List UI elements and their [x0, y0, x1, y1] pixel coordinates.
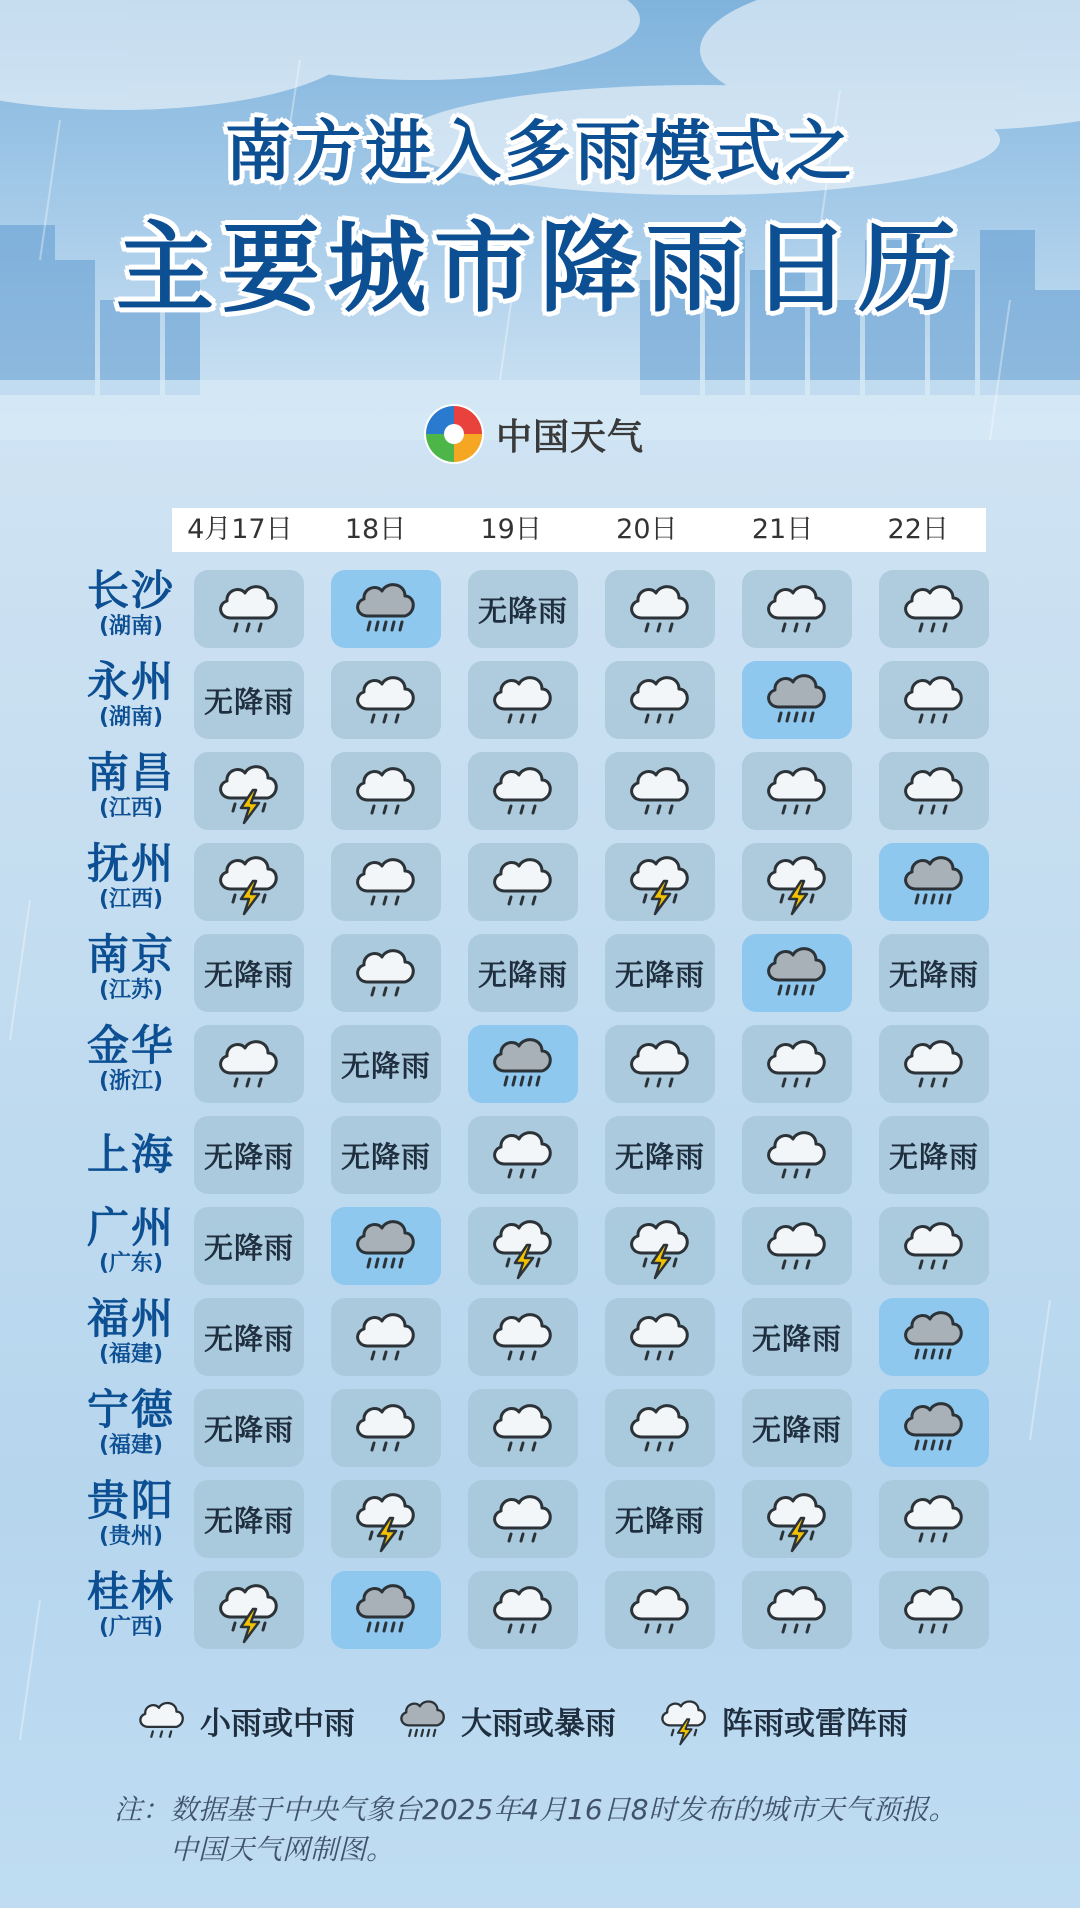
- legend-label: 阵雨或雷阵雨: [722, 1705, 908, 1742]
- city-label: [76, 1132, 186, 1178]
- heavy-rain-icon: [481, 1027, 565, 1101]
- thunder-shower-icon: [207, 1573, 291, 1647]
- light-rain-icon: [481, 1482, 565, 1556]
- light-rain-icon: [344, 1300, 428, 1374]
- heavy-rain-icon: [755, 936, 839, 1010]
- forecast-cell: [879, 1298, 989, 1376]
- no-rain-label: 无降雨: [751, 1412, 842, 1447]
- no-rain-label: 无降雨: [340, 1048, 431, 1083]
- forecast-cell: [605, 661, 715, 739]
- forecast-cell: [605, 570, 715, 648]
- city-label: [76, 841, 186, 913]
- no-rain-label: 无降雨: [614, 1503, 705, 1538]
- forecast-cell: [331, 934, 441, 1012]
- thunder-shower-icon: [344, 1482, 428, 1556]
- thunder-shower-icon: [481, 1209, 565, 1283]
- city-province: (贵州): [98, 1524, 164, 1549]
- forecast-cell: [742, 752, 852, 830]
- forecast-cell: [879, 661, 989, 739]
- forecast-cell: [194, 1480, 304, 1558]
- no-rain-label: 无降雨: [203, 1412, 294, 1447]
- forecast-cell: [331, 1480, 441, 1558]
- light-rain-icon: [618, 1027, 702, 1101]
- city-name: 长沙: [86, 566, 175, 615]
- date-header-cell: 18日: [344, 514, 407, 545]
- legend-label: 小雨或中雨: [200, 1705, 355, 1742]
- forecast-cell: [605, 1025, 715, 1103]
- title-line-2: 主要城市降雨日历: [115, 212, 964, 326]
- no-rain-label: 无降雨: [477, 957, 568, 992]
- forecast-cell: [605, 1116, 715, 1194]
- forecast-cell: [742, 843, 852, 921]
- forecast-cell: [879, 570, 989, 648]
- city-name: 桂林: [86, 1567, 175, 1616]
- forecast-cell: [468, 1298, 578, 1376]
- forecast-cell: [468, 1025, 578, 1103]
- forecast-cell: [742, 1207, 852, 1285]
- no-rain-label: 无降雨: [614, 1139, 705, 1174]
- footnote: [114, 1790, 1014, 1870]
- no-rain-label: 无降雨: [888, 957, 979, 992]
- thunder-shower-icon: [755, 845, 839, 919]
- city-province: (江西): [98, 796, 164, 821]
- city-name: 广州: [86, 1203, 175, 1252]
- forecast-cell: [194, 1389, 304, 1467]
- heavy-rain-icon: [892, 1300, 976, 1374]
- heavy-rain-icon: [892, 845, 976, 919]
- city-name: 金华: [86, 1021, 175, 1070]
- city-province: (浙江): [98, 1069, 164, 1094]
- light-rain-icon: [481, 1573, 565, 1647]
- light-rain-icon: [892, 1482, 976, 1556]
- heavy-rain-icon: [344, 1573, 428, 1647]
- swirl-logo-icon: [420, 400, 488, 468]
- light-rain-icon: [755, 1209, 839, 1283]
- light-rain-icon: [207, 572, 291, 646]
- city-label: [76, 1478, 186, 1550]
- forecast-cell: [605, 1389, 715, 1467]
- forecast-cell: [879, 1116, 989, 1194]
- light-rain-icon: [344, 663, 428, 737]
- light-rain-icon: [344, 845, 428, 919]
- forecast-cell: [468, 752, 578, 830]
- light-rain-icon: [344, 936, 428, 1010]
- no-rain-label: 无降雨: [888, 1139, 979, 1174]
- date-header-cell: 22日: [887, 514, 949, 545]
- forecast-cell: [742, 1480, 852, 1558]
- forecast-cell: [605, 1298, 715, 1376]
- city-label: [76, 750, 186, 822]
- city-label: [76, 568, 186, 640]
- forecast-cell: [742, 1389, 852, 1467]
- light-rain-icon: [481, 1391, 565, 1465]
- date-header-cell: 20日: [616, 514, 678, 545]
- forecast-cell: [605, 934, 715, 1012]
- city-name: 南昌: [86, 748, 175, 797]
- forecast-cell: [605, 843, 715, 921]
- heavy-rain-icon: [344, 1209, 428, 1283]
- forecast-cell: [194, 1116, 304, 1194]
- light-rain-icon: [344, 1391, 428, 1465]
- forecast-cell: [194, 570, 304, 648]
- legend: [130, 1688, 990, 1752]
- forecast-cell: [194, 1571, 304, 1649]
- brand-name: 中国天气: [496, 416, 645, 458]
- forecast-cell: [879, 1389, 989, 1467]
- forecast-cell: [605, 1571, 715, 1649]
- city-province: (福建): [98, 1433, 164, 1458]
- thunder-shower-icon: [207, 845, 291, 919]
- light-rain-icon: [481, 663, 565, 737]
- no-rain-label: 无降雨: [203, 957, 294, 992]
- forecast-cell: [605, 1207, 715, 1285]
- forecast-cell: [468, 570, 578, 648]
- heavy-rain-icon: [892, 1391, 976, 1465]
- footnote-line-1: 注：数据基于中央气象台2025年4月16日8时发布的城市天气预报。: [114, 1793, 957, 1826]
- forecast-cell: [331, 752, 441, 830]
- light-rain-icon: [481, 1300, 565, 1374]
- city-name: 宁德: [86, 1385, 175, 1434]
- light-rain-icon: [755, 1027, 839, 1101]
- forecast-cell: [331, 1389, 441, 1467]
- city-label: [76, 1205, 186, 1277]
- forecast-cell: [331, 661, 441, 739]
- city-name: 福州: [86, 1294, 175, 1343]
- city-label: [76, 1296, 186, 1368]
- legend-item-light: [130, 1690, 355, 1750]
- no-rain-label: 无降雨: [614, 957, 705, 992]
- date-header-cell: 4月17日: [187, 514, 293, 545]
- forecast-cell: [879, 1571, 989, 1649]
- no-rain-label: 无降雨: [203, 1230, 294, 1265]
- city-label: [76, 932, 186, 1004]
- heavy-rain-icon: [344, 572, 428, 646]
- forecast-cell: [742, 661, 852, 739]
- city-label: [76, 659, 186, 731]
- forecast-cell: [468, 1116, 578, 1194]
- title-line-1: 南方进入多雨模式之: [225, 113, 855, 190]
- forecast-cell: [468, 1389, 578, 1467]
- city-label: [76, 1569, 186, 1641]
- forecast-cell: [879, 1207, 989, 1285]
- legend-item-heavy: [391, 1690, 616, 1750]
- thunder-shower-icon: [618, 1209, 702, 1283]
- light-rain-icon: [130, 1690, 194, 1750]
- forecast-cell: [331, 1571, 441, 1649]
- light-rain-icon: [481, 754, 565, 828]
- legend-item-thunder: [652, 1690, 908, 1750]
- light-rain-icon: [892, 754, 976, 828]
- light-rain-icon: [344, 754, 428, 828]
- city-province: (广西): [98, 1615, 164, 1640]
- heavy-rain-icon: [755, 663, 839, 737]
- forecast-cell: [331, 1025, 441, 1103]
- light-rain-icon: [618, 663, 702, 737]
- forecast-cell: [331, 1298, 441, 1376]
- light-rain-icon: [755, 572, 839, 646]
- no-rain-label: 无降雨: [203, 684, 294, 719]
- thunder-shower-icon: [652, 1690, 716, 1750]
- forecast-cell: [742, 934, 852, 1012]
- city-label: [76, 1387, 186, 1459]
- thunder-shower-icon: [207, 754, 291, 828]
- date-header-cell: 21日: [751, 514, 814, 545]
- city-name: 贵阳: [86, 1476, 175, 1525]
- heavy-rain-icon: [391, 1690, 455, 1750]
- city-province: (福建): [98, 1342, 164, 1367]
- no-rain-label: 无降雨: [203, 1321, 294, 1356]
- brand-logo: [420, 400, 670, 468]
- light-rain-icon: [481, 1118, 565, 1192]
- no-rain-label: 无降雨: [751, 1321, 842, 1356]
- light-rain-icon: [618, 1300, 702, 1374]
- city-province: (湖南): [98, 705, 164, 730]
- city-label: [76, 1023, 186, 1095]
- city-name: 上海: [86, 1130, 175, 1179]
- city-province: (江苏): [98, 978, 164, 1003]
- forecast-cell: [194, 1025, 304, 1103]
- forecast-cell: [331, 1207, 441, 1285]
- forecast-cell: [742, 570, 852, 648]
- forecast-cell: [468, 661, 578, 739]
- forecast-cell: [468, 1571, 578, 1649]
- forecast-cell: [742, 1025, 852, 1103]
- forecast-cell: [468, 934, 578, 1012]
- forecast-cell: [742, 1298, 852, 1376]
- thunder-shower-icon: [755, 1482, 839, 1556]
- forecast-cell: [468, 1480, 578, 1558]
- light-rain-icon: [755, 754, 839, 828]
- footnote-line-2: 中国天气网制图。: [170, 1833, 395, 1866]
- forecast-cell: [194, 1207, 304, 1285]
- forecast-cell: [194, 843, 304, 921]
- forecast-cell: [879, 1480, 989, 1558]
- light-rain-icon: [618, 1573, 702, 1647]
- forecast-cell: [331, 570, 441, 648]
- forecast-cell: [742, 1571, 852, 1649]
- date-header-row: [172, 508, 986, 552]
- forecast-cell: [879, 934, 989, 1012]
- city-name: 抚州: [86, 839, 175, 888]
- forecast-cell: [194, 1298, 304, 1376]
- city-province: (江西): [98, 887, 164, 912]
- thunder-shower-icon: [618, 845, 702, 919]
- light-rain-icon: [755, 1573, 839, 1647]
- forecast-cell: [879, 843, 989, 921]
- light-rain-icon: [207, 1027, 291, 1101]
- city-province: (广东): [98, 1251, 164, 1276]
- light-rain-icon: [755, 1118, 839, 1192]
- light-rain-icon: [618, 754, 702, 828]
- forecast-cell: [468, 843, 578, 921]
- city-province: (湖南): [98, 614, 164, 639]
- date-header-cell: 19日: [480, 514, 542, 545]
- forecast-cell: [194, 661, 304, 739]
- light-rain-icon: [892, 1027, 976, 1101]
- forecast-cell: [331, 843, 441, 921]
- no-rain-label: 无降雨: [340, 1139, 431, 1174]
- forecast-cell: [194, 934, 304, 1012]
- forecast-cell: [194, 752, 304, 830]
- light-rain-icon: [618, 572, 702, 646]
- no-rain-label: 无降雨: [203, 1503, 294, 1538]
- light-rain-icon: [892, 1209, 976, 1283]
- forecast-cell: [879, 752, 989, 830]
- no-rain-label: 无降雨: [477, 593, 568, 628]
- light-rain-icon: [892, 572, 976, 646]
- no-rain-label: 无降雨: [203, 1139, 294, 1174]
- forecast-cell: [742, 1116, 852, 1194]
- forecast-cell: [879, 1025, 989, 1103]
- legend-label: 大雨或暴雨: [461, 1705, 616, 1742]
- light-rain-icon: [892, 663, 976, 737]
- city-name: 南京: [86, 930, 175, 979]
- light-rain-icon: [618, 1391, 702, 1465]
- forecast-cell: [605, 1480, 715, 1558]
- forecast-cell: [605, 752, 715, 830]
- light-rain-icon: [892, 1573, 976, 1647]
- forecast-cell: [468, 1207, 578, 1285]
- light-rain-icon: [481, 845, 565, 919]
- city-name: 永州: [86, 657, 175, 706]
- forecast-cell: [331, 1116, 441, 1194]
